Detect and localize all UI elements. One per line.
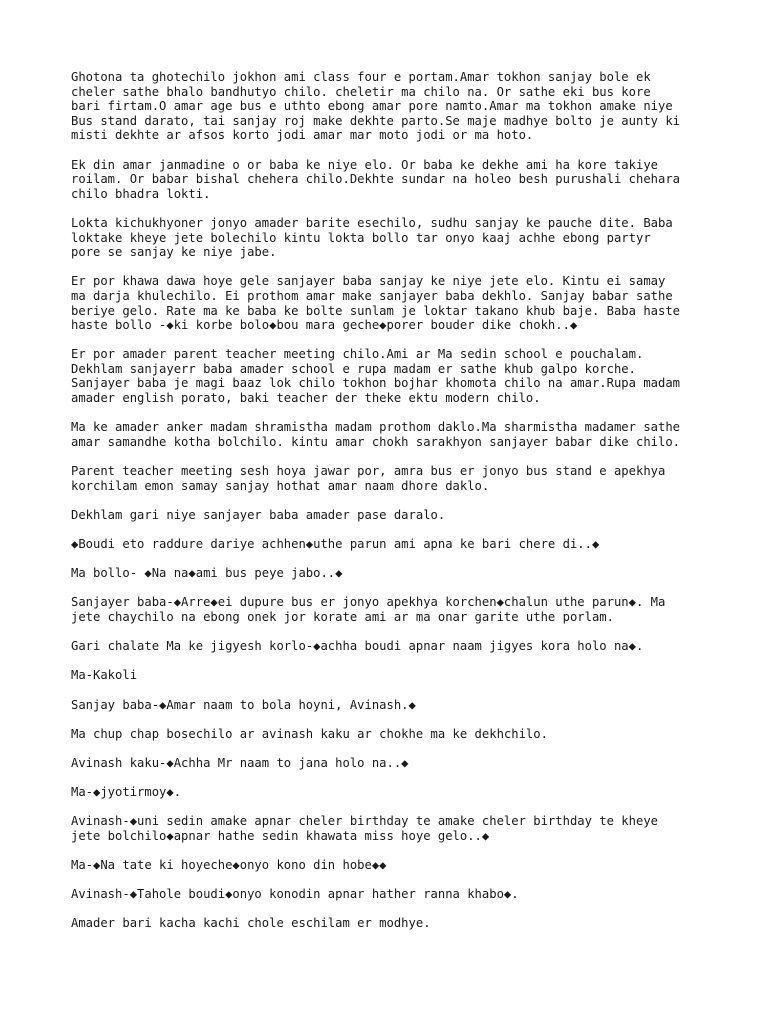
paragraph-6: Ma ke amader anker madam shramistha madam prothom daklo.Ma sharmistha madamer sathe amar samandhe kotha bolchilo. kintu amar chokh sarakhyon sanjayer babar dike chilo.: [71, 420, 681, 449]
paragraph-12: Gari chalate Ma ke jigyesh korlo-◆achha boudi apnar naam jigyes kora holo na◆.: [71, 639, 644, 654]
paragraph-17: Ma-◆jyotirmoy◆.: [71, 785, 182, 800]
paragraph-18: Avinash-◆uni sedin amake apnar cheler birthday te amake cheler birthday te kheye jete bolchilo◆apnar hathe sedin khawata miss hoye gelo..◆: [71, 814, 658, 843]
paragraph-20: Avinash-◆Tahole boudi◆onyo konodin apnar hather ranna khabo◆.: [71, 887, 519, 902]
paragraph-7: Parent teacher meeting sesh hoya jawar por, amra bus er jonyo bus stand e apekhya korchilam emon samay sanjay hothat amar naam dhore daklo.: [71, 464, 666, 493]
paragraph-8: Dekhlam gari niye sanjayer baba amader pase daralo.: [71, 507, 446, 522]
paragraph-3: Lokta kichukhyoner jonyo amader barite esechilo, sudhu sanjay ke pauche dite. Baba loktake kheye jete bolechilo kintu lokta bollo tar onyo kaaj achhe ebong partyr pore se sanjay ke niye jabe.: [71, 215, 673, 260]
paragraph-4: Er por khawa dawa hoye gele sanjayer baba sanjay ke niye jete elo. Kintu ei samay ma darja khulechilo. Ei prothom amar make sanjayer baba dekhlo. Sanjay babar sathe beriye gelo. Rate ma ke baba ke bolte sunlam je loktar takano khub baje. Baba haste haste bollo -◆ki korbe bolo◆bou mara geche◆porer bouder dike chokh..◆: [71, 274, 681, 333]
paragraph-11: Sanjayer baba-◆Arre◆ei dupure bus er jonyo apekhya korchen◆chalun uthe parun◆. Ma jete chaychilo na ebong onek jor korate ami ar ma onar garite uthe porlam.: [71, 595, 666, 624]
paragraph-16: Avinash kaku-◆Achha Mr naam to jana holo na..◆: [71, 755, 409, 770]
paragraph-2: Ek din amar janmadine o or baba ke niye elo. Or baba ke dekhe ami ha kore takiye roilam. Or babar bishal chehera chilo.Dekhte sundar na holeo besh purushali chehara chilo bhadra lokti.: [71, 157, 681, 201]
paragraph-5: Er por amader parent teacher meeting chilo.Ami ar Ma sedin school e pouchalam. Dekhlam sanjayerr baba amader school e rupa madam er sathe khub galpo korche. Sanjayer baba je magi baaz lok chilo tokhon bojhar khomota chilo na amar.Rupa madam amader english porato, baki teacher der theke ektu modern chilo.: [71, 347, 681, 406]
paragraph-10: Ma bollo- ◆Na na◆ami bus peye jabo..◆: [71, 566, 343, 581]
paragraph-9: ◆Boudi eto raddure dariye achhen◆uthe parun ami apna ke bari chere di..◆: [71, 537, 600, 551]
paragraph-14: Sanjay baba-◆Amar naam to bola hoyni, Avinash.◆: [71, 697, 416, 712]
document-page: [71, 70, 731, 946]
paragraph-13: Ma-Kakoli: [71, 668, 138, 683]
paragraph-19: Ma-◆Na tate ki hoyeche◆onyo kono din hobe◆◆: [71, 858, 387, 873]
paragraph-21: Amader bari kacha kachi chole eschilam er modhye.: [71, 916, 431, 931]
paragraph-15: Ma chup chap bosechilo ar avinash kaku ar chokhe ma ke dekhchilo.: [71, 726, 548, 741]
paragraph-1: Ghotona ta ghotechilo jokhon ami class four e portam.Amar tokhon sanjay bole ek cheler sathe bhalo bandhutyo chilo. cheletir ma chilo na. Or sathe eki bus kore bari firtam.O amar age bus e uthto ebong amar pore namto.Amar ma tokhon amake niye Bus stand darato, tai sanjay roj make dekhte parto.Se maje madhye bolto je aunty ki misti dekhte ar afsos korto jodi amar mar moto jodi or ma hoto.: [71, 70, 681, 143]
